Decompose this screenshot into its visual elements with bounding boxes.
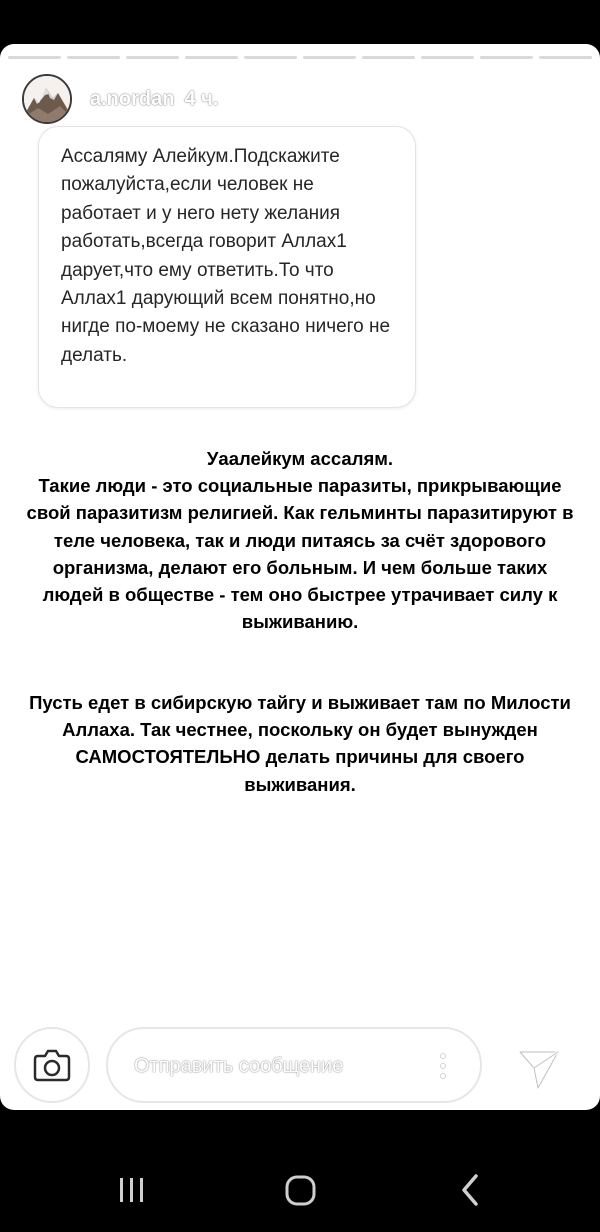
story-header (22, 74, 218, 124)
story-card[interactable] (0, 44, 600, 1110)
question-text: Ассаляму Алейкум.Подскажите пожалуйста,если человек не работает и у него нету желания работать,всегда говорит Аллах1 дарует,что ему ответить.То что Аллах1 дарующий всем понятно,но нигде по-моему не сказано ничего не делать. (61, 146, 391, 366)
story-progress-segment (126, 56, 179, 59)
story-progress-segment (480, 56, 533, 59)
story-progress-bar (8, 56, 592, 59)
back-icon[interactable] (456, 1172, 484, 1208)
recents-icon[interactable] (117, 1172, 147, 1208)
message-pill (106, 1027, 482, 1103)
mountain-avatar-icon (24, 76, 70, 122)
story-progress-segment (539, 56, 592, 59)
story-progress-segment (421, 56, 474, 59)
answer-text-block-1 (20, 445, 580, 635)
home-icon[interactable] (284, 1172, 318, 1208)
more-vertical-icon[interactable] (436, 1051, 450, 1081)
question-sticker (38, 126, 416, 408)
story-progress-segment (244, 56, 297, 59)
send-icon[interactable] (514, 1044, 564, 1094)
story-progress-segment (8, 56, 61, 59)
camera-icon (32, 1048, 72, 1082)
story-progress-segment (362, 56, 415, 59)
answer-paragraph-2: Пусть едет в сибирскую тайгу и выживает там по Милости Аллаха. Так честнее, поскольку он будет вынужден САМОСТОЯТЕЛЬНО делать причины для своего выживания. (29, 692, 571, 795)
camera-button[interactable] (14, 1027, 90, 1103)
answer-text-block-2 (20, 689, 580, 798)
avatar[interactable] (22, 74, 72, 124)
reply-bar (0, 1014, 600, 1104)
android-navbar (0, 1150, 600, 1232)
story-progress-segment (185, 56, 238, 59)
story-progress-segment (67, 56, 120, 59)
story-progress-segment (303, 56, 356, 59)
message-input[interactable] (132, 1029, 436, 1103)
story-username[interactable]: a.nordan (90, 87, 175, 110)
story-time-ago: 4 ч. (184, 87, 219, 110)
answer-paragraph-1: Уаалейкум ассалям. Такие люди - это социальные паразиты, прикрывающие свой паразитизм религией. Как гельминты паразитируют в теле человека, так и люди питаясь за счёт здорового организма, делают его больным. И чем больше таких людей в обществе - тем оно быстрее утрачивает силу к выживанию. (26, 448, 574, 633)
